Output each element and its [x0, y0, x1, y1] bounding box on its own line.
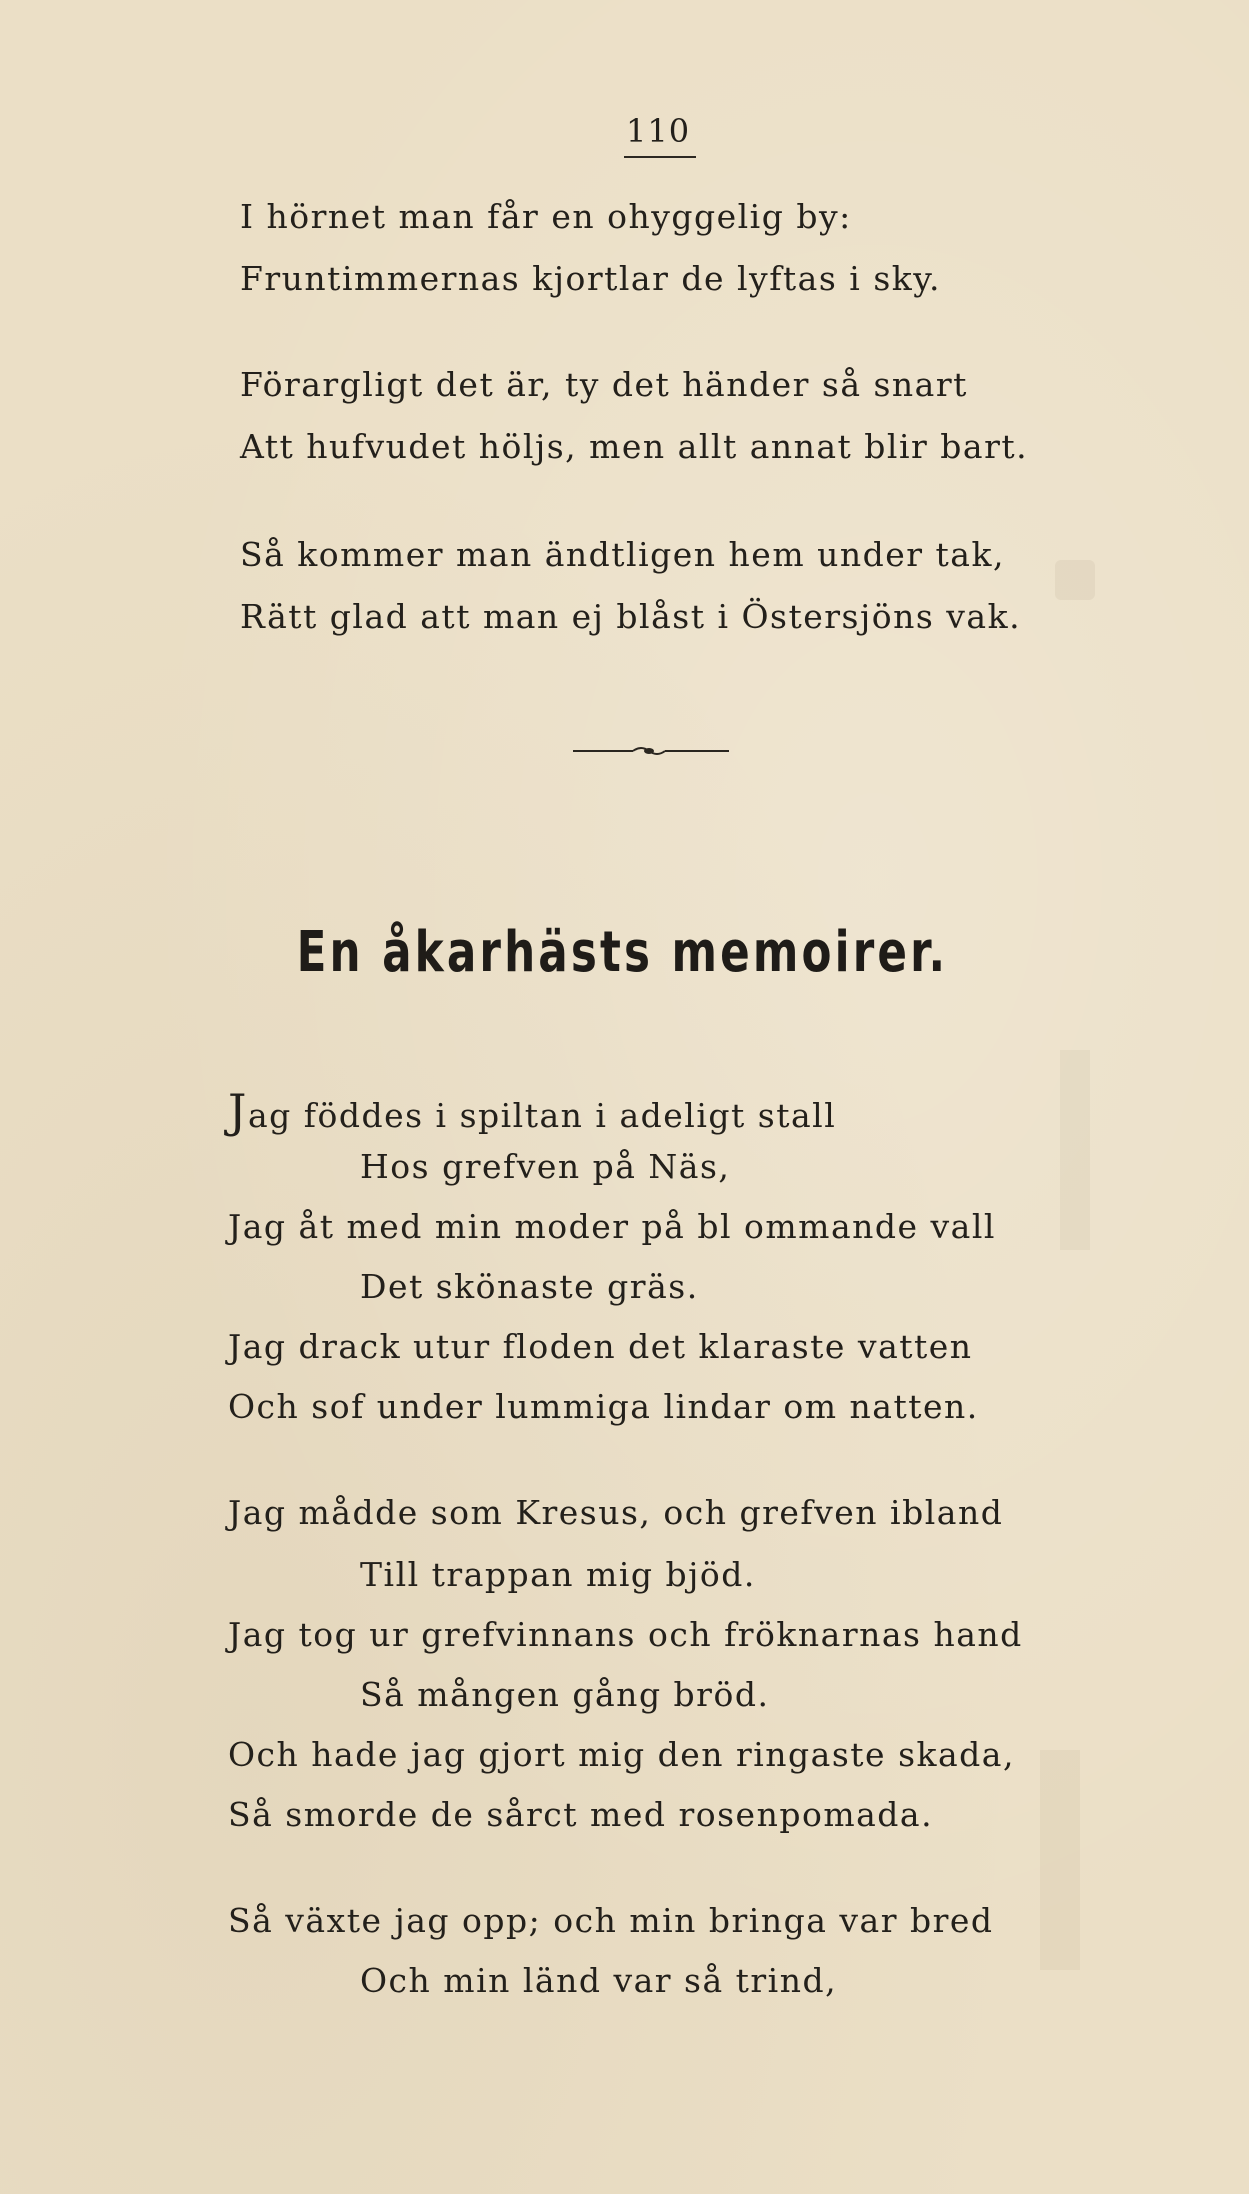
verse-line: Det skönaste gräs.: [360, 1267, 699, 1306]
verse-line: Så smorde de sårct med rosenpomada.: [228, 1795, 934, 1834]
verse-line: Så mången gång bröd.: [360, 1675, 770, 1714]
verse-line: I hörnet man får en ohyggelig by:: [240, 197, 852, 236]
verse-line: Och hade jag gjort mig den ringaste skada,: [228, 1735, 1015, 1774]
verse-line-text: ag föddes i spiltan i adeligt stall: [247, 1096, 837, 1135]
show-through-mark: [1060, 1050, 1090, 1250]
verse-line: Fruntimmernas kjortlar de lyftas i sky.: [240, 259, 942, 298]
verse-line: Jag mådde som Kresus, och grefven ibland: [228, 1493, 1004, 1532]
page-number: 110: [626, 112, 691, 150]
verse-line: Att hufvudet höljs, men allt annat blir bart.: [240, 427, 1029, 466]
verse-line: Jag tog ur grefvinnans och fröknarnas hand: [228, 1615, 1023, 1654]
verse-line: Så växte jag opp; och min bringa var bred: [228, 1901, 994, 1940]
page-number-rule: [624, 156, 696, 158]
verse-line: Och sof under lummiga lindar om natten.: [228, 1387, 979, 1426]
verse-line: Och min länd var så trind,: [360, 1961, 838, 2000]
show-through-mark: [1040, 1750, 1080, 1970]
verse-line: Jag drack utur floden det klaraste vatten: [228, 1327, 973, 1366]
verse-line: Jag åt med min moder på bl ommande vall: [228, 1207, 996, 1246]
ornamental-divider: [571, 741, 731, 761]
drop-cap: J: [228, 1084, 248, 1138]
verse-line: Till trappan mig bjöd.: [360, 1555, 756, 1594]
verse-line-first: [228, 1084, 837, 1138]
show-through-mark: [1055, 560, 1095, 600]
poem-title: En åkarhästs memoirer.: [296, 920, 949, 985]
verse-line: Så kommer man ändtligen hem under tak,: [240, 535, 1005, 574]
verse-line: Förargligt det är, ty det händer så snart: [240, 365, 968, 404]
verse-line: Hos grefven på Näs,: [360, 1147, 731, 1186]
verse-line: Rätt glad att man ej blåst i Östersjöns vak.: [240, 597, 1022, 636]
